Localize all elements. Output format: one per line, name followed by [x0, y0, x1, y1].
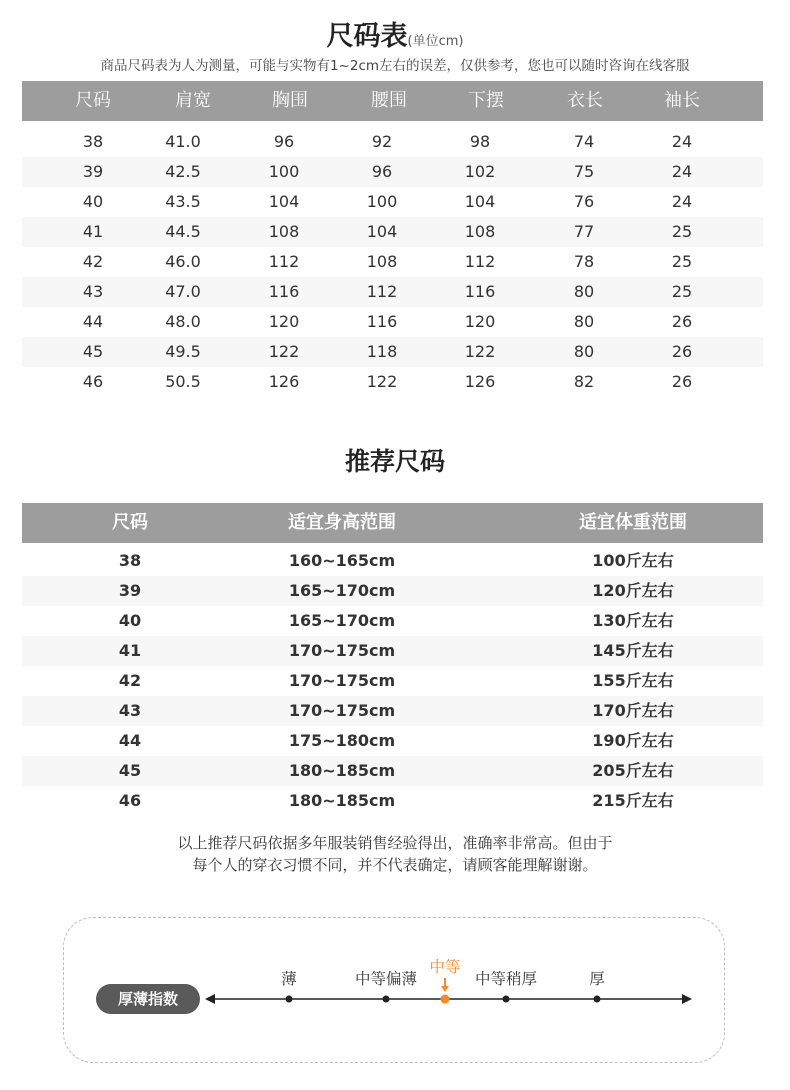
size-cell: 49.5	[165, 342, 201, 361]
size-cell: 100	[268, 162, 300, 181]
size-cell: 100	[366, 192, 398, 211]
size-cell: 25	[671, 222, 693, 241]
recommend-cell: 180~185cm	[288, 791, 396, 810]
recommend-cell: 170斤左右	[592, 701, 674, 720]
size-cell: 98	[469, 132, 491, 151]
scale-dot	[383, 996, 390, 1003]
selected-arrowhead-icon	[441, 986, 449, 992]
header-cell: 尺码	[112, 512, 148, 533]
recommend-cell: 40	[118, 611, 142, 630]
size-cell: 96	[273, 132, 295, 151]
size-cell: 40	[82, 192, 104, 211]
size-cell: 24	[671, 192, 693, 211]
recommend-cell: 215斤左右	[592, 791, 674, 810]
size-cell: 75	[573, 162, 595, 181]
recommend-cell: 42	[118, 671, 142, 690]
recommend-cell: 175~180cm	[288, 731, 396, 750]
size-cell: 44.5	[165, 222, 201, 241]
recommend-note-line2: 每个人的穿衣习惯不同，并不代表确定，请顾客能理解谢谢。	[192, 856, 598, 874]
size-cell: 96	[371, 162, 393, 181]
thickness-level: 薄	[281, 970, 297, 988]
size-cell: 25	[671, 252, 693, 271]
size-cell: 92	[371, 132, 393, 151]
size-cell: 24	[671, 132, 693, 151]
recommend-cell: 38	[118, 551, 142, 570]
recommend-cell: 170~175cm	[288, 701, 396, 720]
size-cell: 50.5	[165, 372, 201, 391]
size-cell: 78	[573, 252, 595, 271]
recommend-cell: 165~170cm	[288, 611, 396, 630]
size-cell: 76	[573, 192, 595, 211]
size-cell: 43.5	[165, 192, 201, 211]
size-cell: 118	[366, 342, 398, 361]
size-cell: 112	[464, 252, 496, 271]
size-cell: 108	[464, 222, 496, 241]
size-cell: 104	[464, 192, 496, 211]
size-cell: 41	[82, 222, 104, 241]
size-cell: 46.0	[165, 252, 201, 271]
recommend-cell: 145斤左右	[592, 641, 674, 660]
size-cell: 26	[671, 372, 693, 391]
header-cell: 肩宽	[175, 90, 211, 111]
thickness-label: 厚薄指数	[96, 984, 200, 1014]
size-cell: 120	[464, 312, 496, 331]
recommend-cell: 43	[118, 701, 142, 720]
recommend-cell: 155斤左右	[592, 671, 674, 690]
size-cell: 108	[366, 252, 398, 271]
size-cell: 38	[82, 132, 104, 151]
scale-arrow-right-icon	[682, 994, 692, 1004]
size-cell: 80	[573, 342, 595, 361]
size-cell: 120	[268, 312, 300, 331]
header-cell: 适宜身高范围	[288, 512, 396, 533]
scale-arrow-left-icon	[205, 994, 215, 1004]
recommend-cell: 160~165cm	[288, 551, 396, 570]
recommend-cell: 170~175cm	[288, 671, 396, 690]
size-cell: 112	[268, 252, 300, 271]
size-cell: 43	[82, 282, 104, 301]
scale-dot	[286, 996, 293, 1003]
recommend-cell: 45	[118, 761, 142, 780]
size-chart-title: 尺码表	[326, 21, 408, 52]
thickness-level: 厚	[589, 970, 605, 988]
size-cell: 39	[82, 162, 104, 181]
recommend-cell: 41	[118, 641, 142, 660]
header-cell: 胸围	[272, 90, 308, 111]
recommend-cell: 100斤左右	[592, 551, 674, 570]
header-cell: 袖长	[664, 90, 700, 111]
size-cell: 126	[268, 372, 300, 391]
size-cell: 45	[82, 342, 104, 361]
header-cell: 尺码	[75, 90, 111, 111]
size-cell: 126	[464, 372, 496, 391]
recommend-cell: 170~175cm	[288, 641, 396, 660]
recommend-note-line1: 以上推荐尺码依据多年服装销售经验得出，准确率非常高。但由于	[177, 834, 613, 852]
size-cell: 108	[268, 222, 300, 241]
header-cell: 下摆	[468, 90, 504, 111]
recommend-cell: 205斤左右	[592, 761, 674, 780]
size-cell: 122	[464, 342, 496, 361]
size-cell: 80	[573, 282, 595, 301]
size-cell: 44	[82, 312, 104, 331]
size-cell: 42	[82, 252, 104, 271]
size-cell: 42.5	[165, 162, 201, 181]
size-cell: 24	[671, 162, 693, 181]
size-cell: 26	[671, 342, 693, 361]
size-cell: 25	[671, 282, 693, 301]
size-cell: 46	[82, 372, 104, 391]
size-cell: 122	[366, 372, 398, 391]
size-cell: 104	[268, 192, 300, 211]
scale-dot-selected	[441, 995, 450, 1004]
size-cell: 116	[464, 282, 496, 301]
header-cell: 腰围	[371, 90, 407, 111]
header-cell: 适宜体重范围	[579, 512, 687, 533]
size-cell: 82	[573, 372, 595, 391]
recommend-cell: 120斤左右	[592, 581, 674, 600]
thickness-level: 中等稍厚	[474, 970, 538, 988]
recommend-cell: 165~170cm	[288, 581, 396, 600]
size-cell: 104	[366, 222, 398, 241]
size-cell: 122	[268, 342, 300, 361]
recommend-cell: 190斤左右	[592, 731, 674, 750]
header-cell: 衣长	[567, 90, 603, 111]
size-cell: 47.0	[165, 282, 201, 301]
recommend-cell: 44	[118, 731, 142, 750]
recommend-cell: 39	[118, 581, 142, 600]
size-cell: 116	[366, 312, 398, 331]
recommend-cell: 180~185cm	[288, 761, 396, 780]
scale-dot	[594, 996, 601, 1003]
size-cell: 112	[366, 282, 398, 301]
size-cell: 48.0	[165, 312, 201, 331]
size-cell: 74	[573, 132, 595, 151]
thickness-level-selected: 中等	[429, 958, 461, 976]
size-cell: 80	[573, 312, 595, 331]
recommend-cell: 130斤左右	[592, 611, 674, 630]
size-cell: 77	[573, 222, 595, 241]
scale-dot	[503, 996, 510, 1003]
size-cell: 26	[671, 312, 693, 331]
size-chart-note: 商品尺码表为人为测量，可能与实物有1~2cm左右的误差，仅供参考，您也可以随时咨询在线客服	[100, 58, 690, 74]
size-cell: 41.0	[165, 132, 201, 151]
recommend-cell: 46	[118, 791, 142, 810]
size-cell: 116	[268, 282, 300, 301]
recommend-title: 推荐尺码	[344, 447, 445, 476]
size-chart-unit: (单位cm)	[407, 34, 464, 49]
thickness-level: 中等偏薄	[354, 970, 418, 988]
size-cell: 102	[464, 162, 496, 181]
